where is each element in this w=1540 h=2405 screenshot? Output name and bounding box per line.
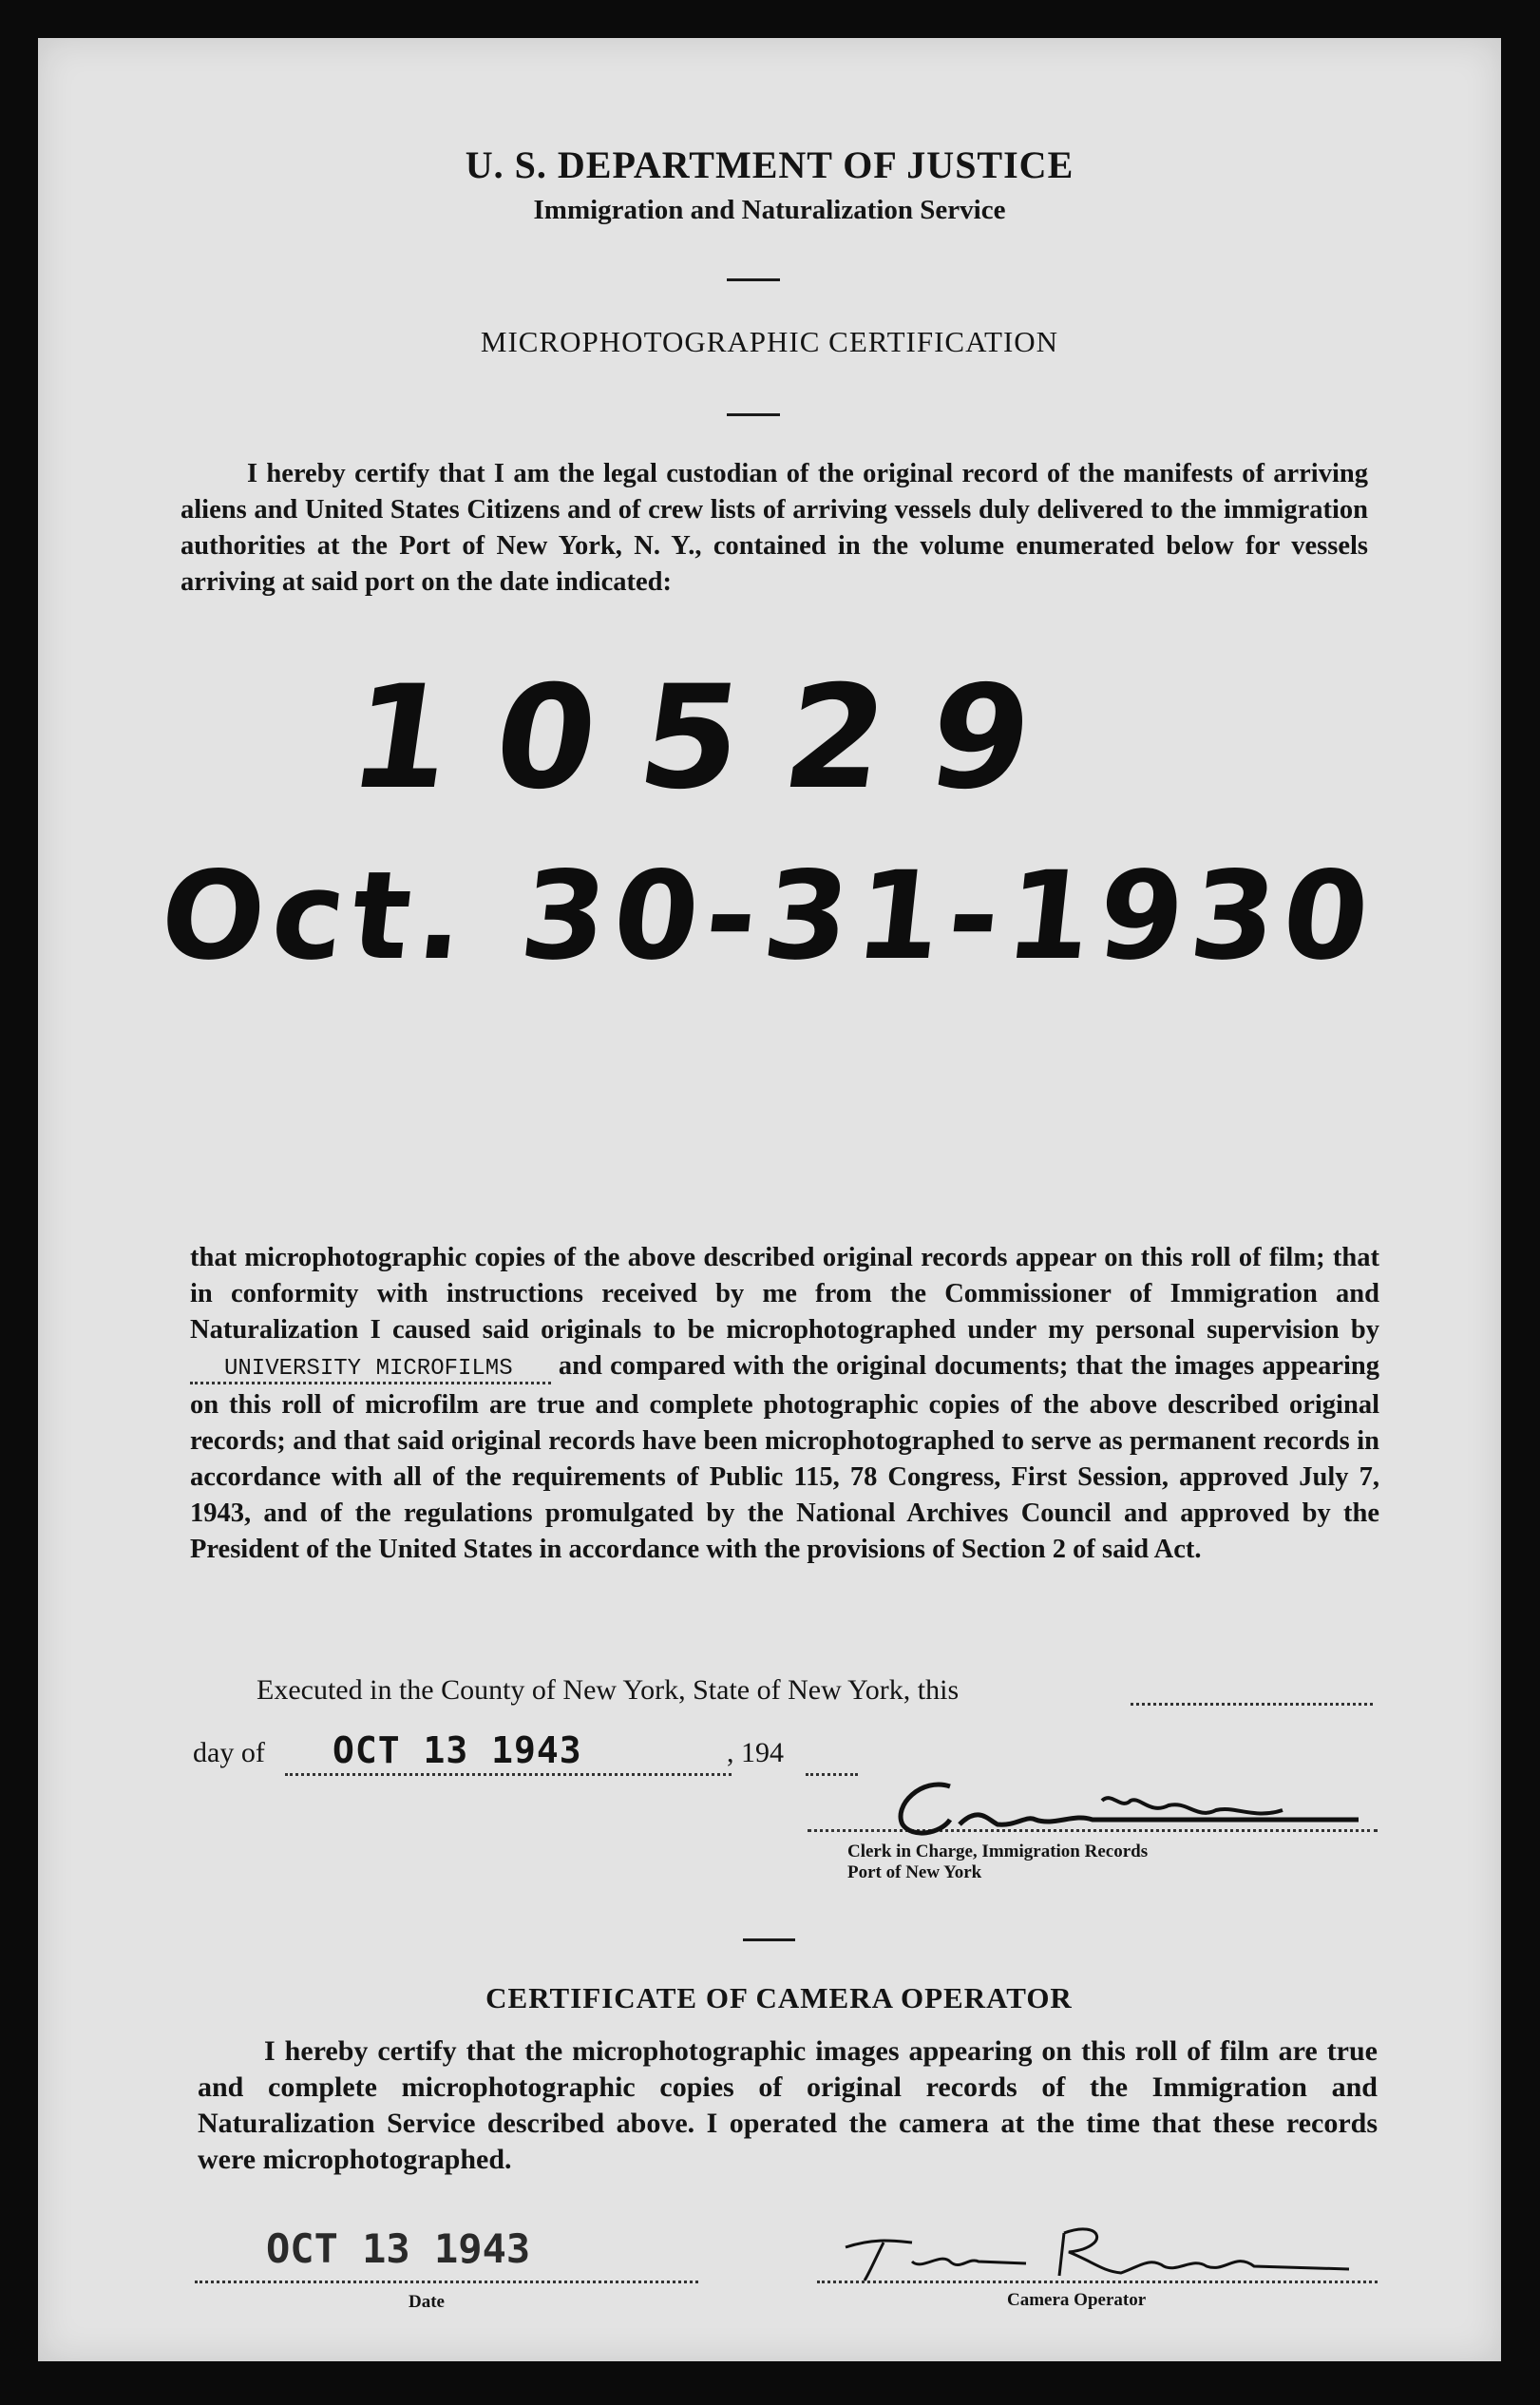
camera-paragraph: I hereby certify that the microphotographic images appearing on this roll of film are true and complete microphotographic copies of original records of the Immigration and Naturalization Service described above. I operated the camera at the time that these records were microphotographed. [198, 2035, 1378, 2175]
divider-mid [727, 413, 780, 416]
service-subheading: Immigration and Naturalization Service [533, 195, 1006, 225]
handwritten-date: Oct. 30-31-1930 [154, 846, 1383, 987]
camera-date-stamp: OCT 13 1943 [266, 2225, 531, 2272]
camera-section-title: CERTIFICATE OF CAMERA OPERATOR [485, 1981, 1073, 2014]
body-text-before: that microphotographic copies of the above described original records appear on this roll of film; that in conformity with instructions received by me from the Commissioner of Immigration and Naturalization I caused said originals to be microphotographed under my personal supervision by [190, 1243, 1379, 1345]
body-text-after: and compared with the original documents; that the images appearing on this roll of microfilm are true and complete photographic copies of the above described original records; and that said original records have been microphotographed to serve as permanent records in accordance with all of the requirements of Public 115, 78 Congress, First Session, approved July 7, 1943, and of the regulations promulgated by the National Archives Council and approved by the President of the United States in accordance with the provisions of Section 2 of said Act. [190, 1351, 1379, 1564]
year-prefix: , 194 [727, 1737, 784, 1768]
executed-date-stamp: OCT 13 1943 [333, 1729, 582, 1771]
clerk-signature [884, 1767, 1378, 1853]
certification-title: MICROPHOTOGRAPHIC CERTIFICATION [480, 325, 1059, 358]
microfilm-company: UNIVERSITY MICROFILMS [190, 1356, 551, 1384]
body-paragraph [190, 1240, 1379, 1568]
executed-line: Executed in the County of New York, State of New York, this [257, 1674, 960, 1706]
executed-day-blank [1131, 1703, 1373, 1706]
handwritten-volume-number: 10529 [339, 656, 1088, 821]
department-heading: U. S. DEPARTMENT OF JUSTICE [465, 143, 1074, 186]
intro-paragraph: I hereby certify that I am the legal custodian of the original record of the manifests of arriving aliens and United States Citizens and of crew lists of arriving vessels duly delivered to the immigration authorities at the Port of New York, N. Y., contained in the volume enumerated below for vessels arriving at said port on the date indicated: [181, 459, 1368, 597]
certificate-sheet [38, 38, 1501, 2361]
day-of-blank [285, 1773, 732, 1776]
day-of-label: day of [193, 1737, 265, 1768]
camera-date-line [195, 2281, 698, 2283]
camera-date-label: Date [409, 2292, 445, 2312]
clerk-title-line1: Clerk in Charge, Immigration Records [847, 1842, 1149, 1861]
camera-operator-label: Camera Operator [1007, 2290, 1147, 2310]
divider-bottom [743, 1938, 795, 1941]
clerk-title-line2: Port of New York [847, 1862, 982, 1882]
camera-operator-signature [817, 2214, 1387, 2290]
divider-top [727, 278, 780, 281]
year-blank [806, 1773, 858, 1776]
